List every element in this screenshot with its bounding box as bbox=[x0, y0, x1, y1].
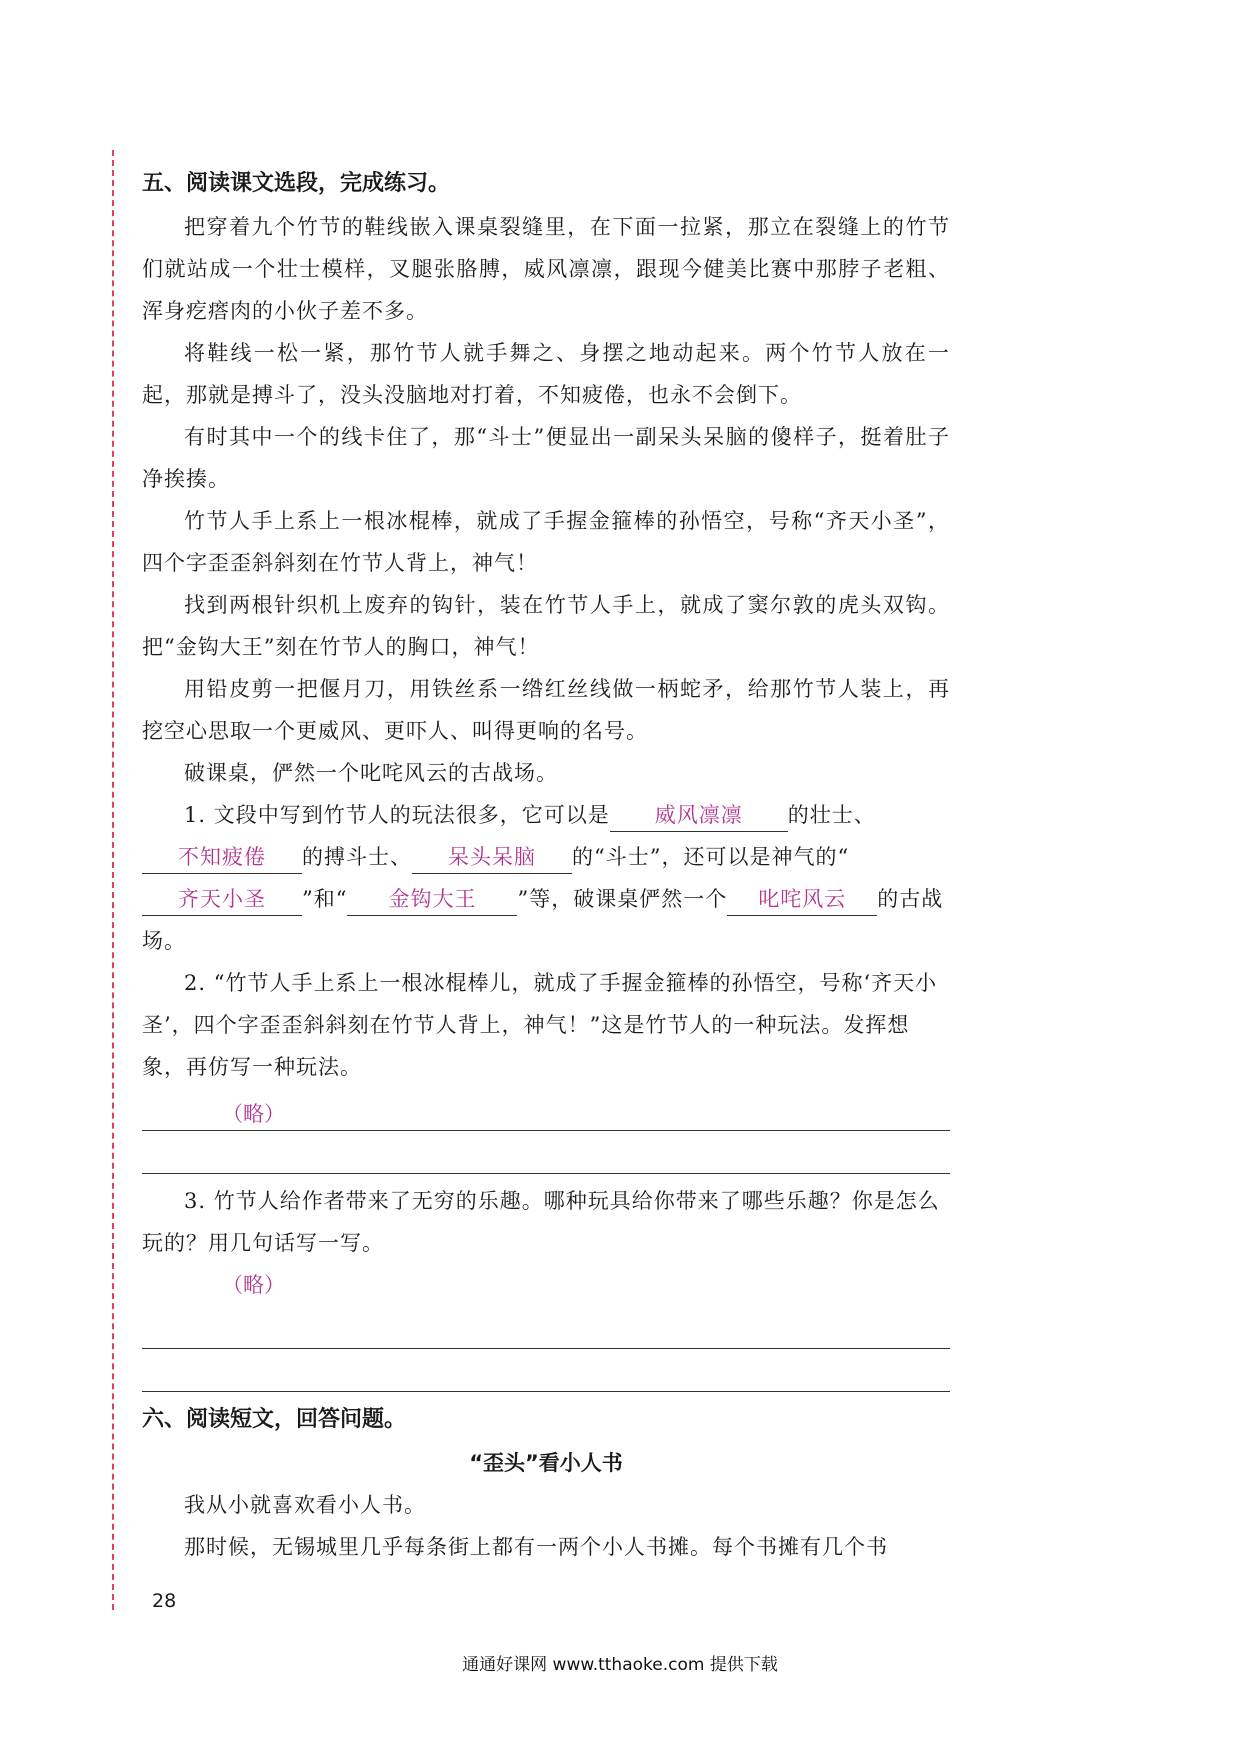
question-1-text: 1. 文段中写到竹节人的玩法很多，它可以是 bbox=[184, 803, 610, 827]
answer-line[interactable] bbox=[142, 1131, 950, 1174]
question-3: 3. 竹节人给作者带来了无穷的乐趣。哪种玩具给你带来了哪些乐趣？你是怎么玩的？用几句话写一写。 bbox=[142, 1189, 940, 1255]
answer-blank-1[interactable]: 威风凛凛 bbox=[610, 799, 788, 832]
question-1-text: 的古战场。 bbox=[142, 887, 944, 953]
answer-line[interactable] bbox=[142, 1088, 950, 1131]
answer-line[interactable] bbox=[142, 1306, 950, 1349]
page-number: 28 bbox=[152, 1590, 177, 1612]
answer-omitted: （略） bbox=[222, 1273, 285, 1297]
section-5-title: 五、阅读课文选段，完成练习。 bbox=[142, 171, 451, 196]
story-paragraph: 那时候，无锡城里几乎每条街上都有一两个小人书摊。每个书摊有几个书 bbox=[184, 1535, 888, 1559]
question-1-text: ”和“ bbox=[302, 887, 348, 911]
passage-paragraph: 找到两根针织机上废弃的钩针，装在竹节人手上，就成了窦尔敦的虎头双钩。把“金钩大王”刻在竹节人的胸口，神气！ bbox=[142, 593, 950, 659]
passage-paragraph: 破课桌，俨然一个叱咤风云的古战场。 bbox=[184, 761, 558, 785]
passage-paragraph: 竹节人手上系上一根冰棍棒，就成了手握金箍棒的孙悟空，号称“齐天小圣”，四个字歪歪斜斜刻在竹节人背上，神气！ bbox=[142, 509, 950, 575]
page-content bbox=[142, 160, 950, 1568]
answer-blank-5[interactable]: 金钩大王 bbox=[347, 883, 517, 916]
answer-blank-6[interactable]: 叱咤风云 bbox=[727, 883, 877, 916]
passage-paragraph: 有时其中一个的线卡住了，那“斗士”便显出一副呆头呆脑的傻样子，挺着肚子净挨揍。 bbox=[142, 425, 950, 491]
dashed-margin-line bbox=[112, 150, 114, 1610]
answer-line[interactable] bbox=[142, 1349, 950, 1392]
answer-blank-3[interactable]: 呆头呆脑 bbox=[412, 841, 572, 874]
question-1-text: ”等，破课桌俨然一个 bbox=[517, 887, 728, 911]
passage-paragraph: 用铅皮剪一把偃月刀，用铁丝系一绺红丝线做一柄蛇矛，给那竹节人装上，再挖空心思取一个更威风、更吓人、叫得更响的名号。 bbox=[142, 677, 950, 743]
question-1 bbox=[142, 794, 950, 962]
question-1-text: 的壮士、 bbox=[787, 803, 876, 827]
passage-paragraph: 把穿着九个竹节的鞋线嵌入课桌裂缝里，在下面一拉紧，那立在裂缝上的竹节们就站成一个壮士模样，叉腿张胳膊，威风凛凛，跟现今健美比赛中那脖子老粗、浑身疙瘩肉的小伙子差不多。 bbox=[142, 215, 950, 323]
question-1-text: 的搏斗士、 bbox=[302, 845, 412, 869]
section-6-title: 六、阅读短文，回答问题。 bbox=[142, 1407, 407, 1432]
question-2: 2. “竹节人手上系上一根冰棍棒儿，就成了手握金箍棒的孙悟空，号称‘齐天小圣’，四个字歪歪斜斜刻在竹节人背上，神气！”这是竹节人的一种玩法。发挥想象，再仿写一种玩法。 bbox=[142, 971, 938, 1079]
question-1-text: 的“斗士”，还可以是神气的“ bbox=[572, 845, 850, 869]
answer-blank-2[interactable]: 不知疲倦 bbox=[142, 841, 302, 874]
answer-omitted: （略） bbox=[222, 1102, 285, 1126]
story-title: “歪头”看小人书 bbox=[469, 1451, 623, 1475]
story-paragraph: 我从小就喜欢看小人书。 bbox=[184, 1493, 426, 1517]
passage-paragraph: 将鞋线一松一紧，那竹节人就手舞之、身摆之地动起来。两个竹节人放在一起，那就是搏斗了，没头没脑地对打着，不知疲倦，也永不会倒下。 bbox=[142, 341, 950, 407]
footer-credit: 通通好课网 www.tthaoke.com 提供下载 bbox=[462, 1655, 778, 1675]
answer-blank-4[interactable]: 齐天小圣 bbox=[142, 883, 302, 916]
